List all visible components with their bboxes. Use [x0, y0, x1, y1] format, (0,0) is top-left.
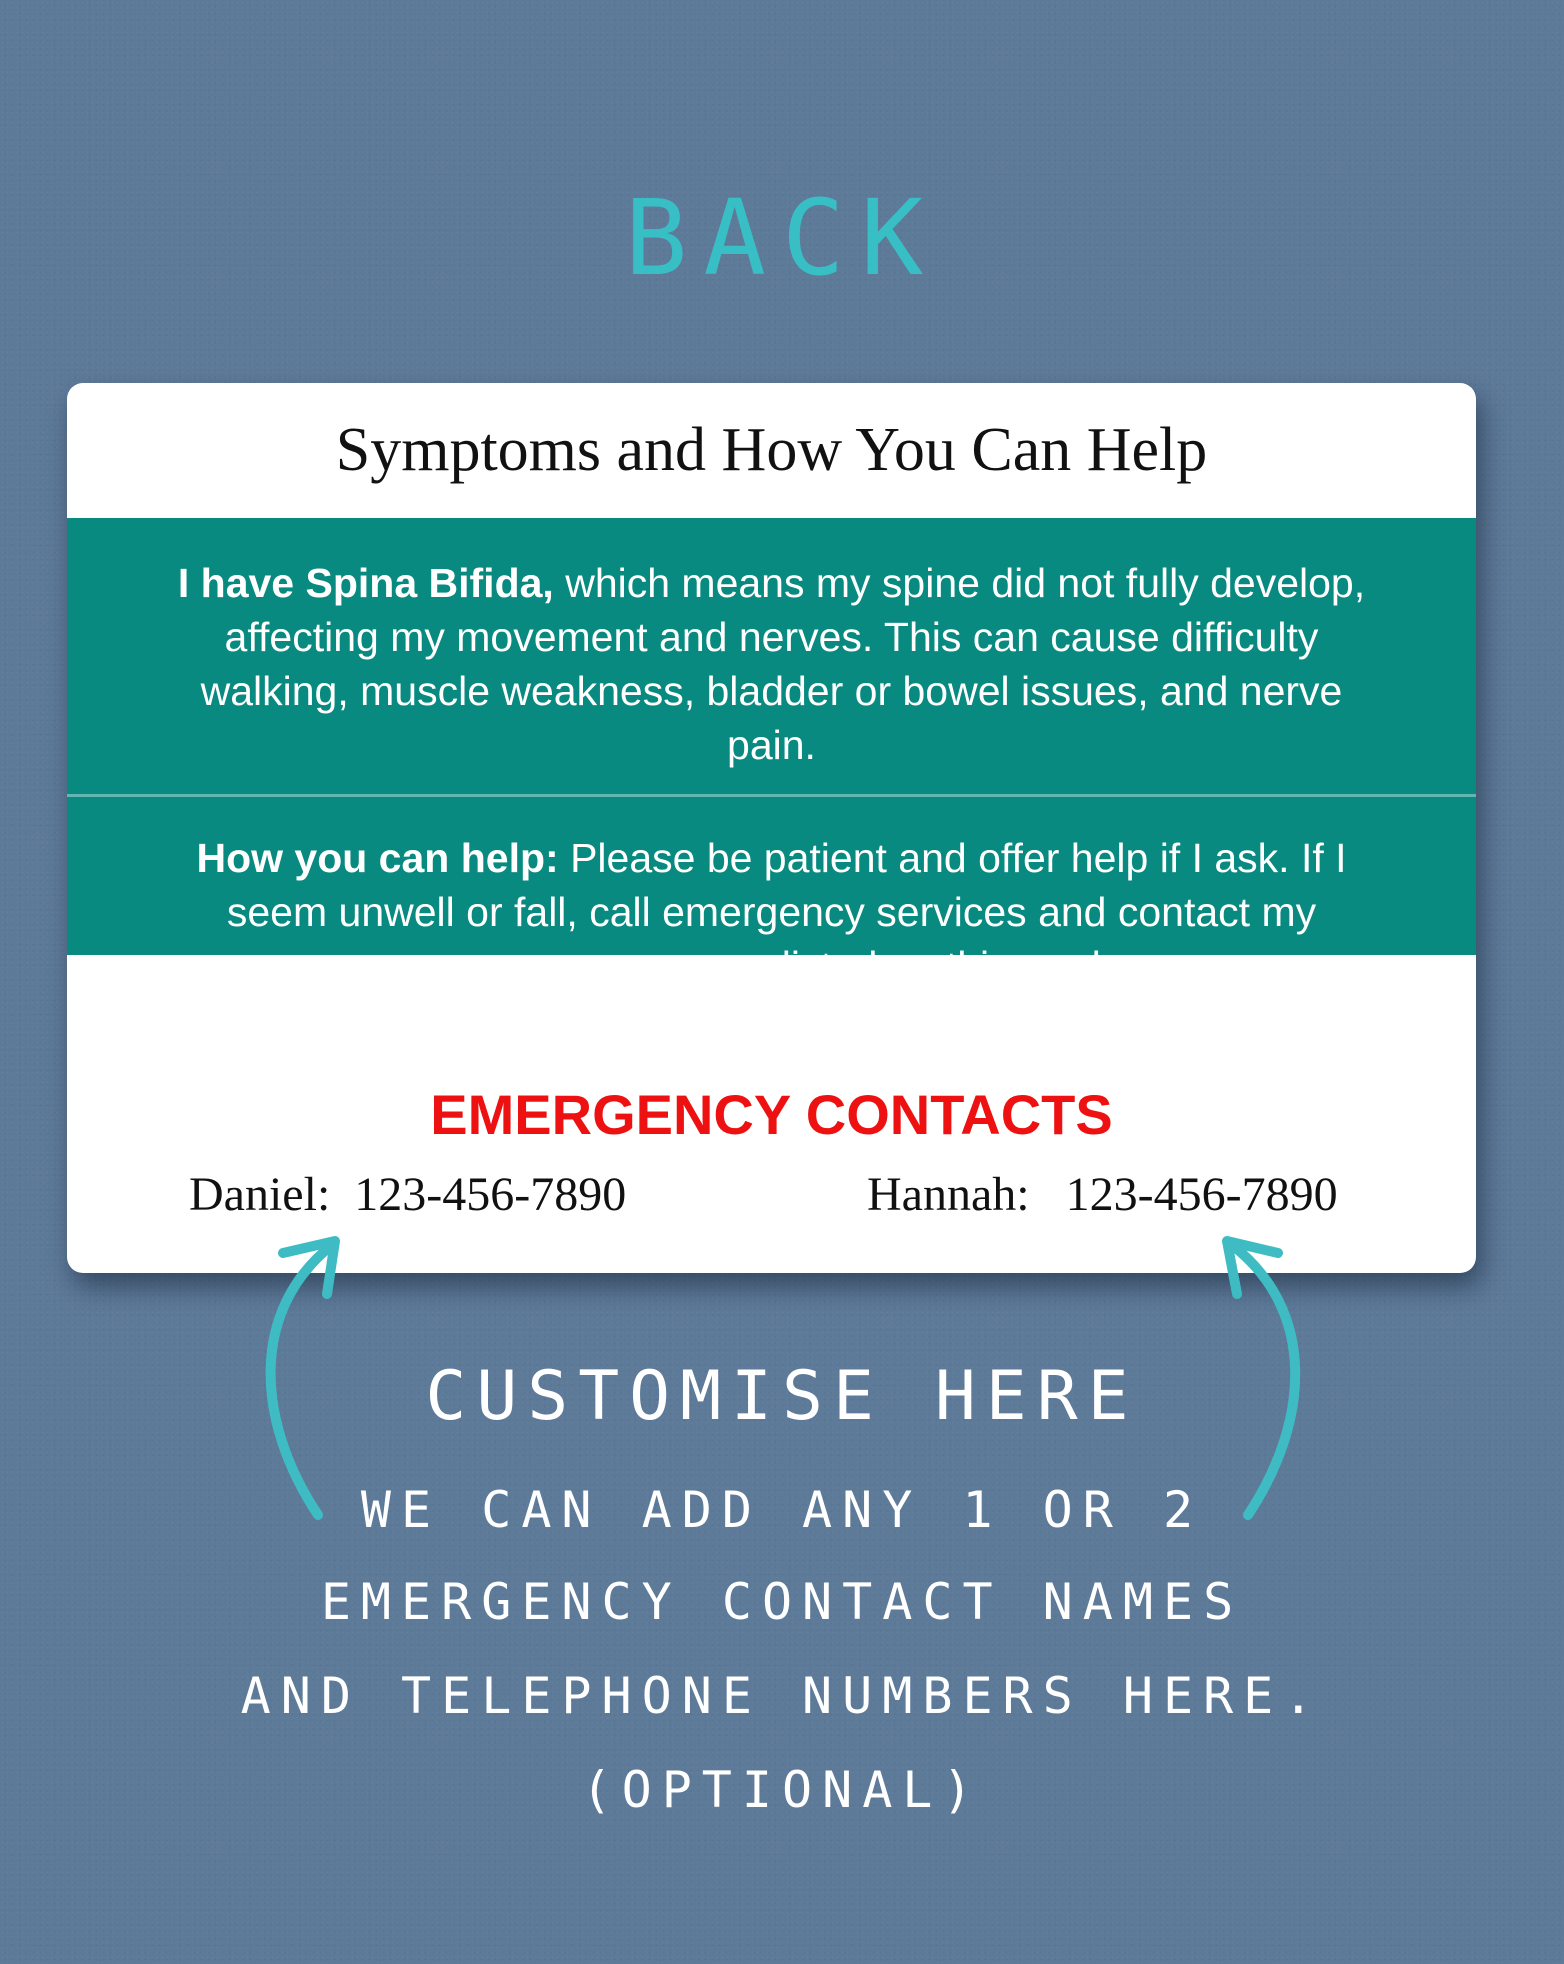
condition-text: which means my spine did not fully develop, affecting my movement and nerves. This can cause difficulty walking, muscle weakness, bladder or bowel issues, and nerve pain. — [200, 560, 1366, 768]
card-title: Symptoms and How You Can Help — [335, 416, 1208, 484]
customise-note-line: AND TELEPHONE NUMBERS HERE. — [240, 1667, 1324, 1725]
thank-you-text: THANK YOU! — [643, 997, 900, 1043]
help-text: Please be patient and offer help if I ask. If I seem unwell or fall, call emergency services and contact my emergency person listed on this card. — [226, 835, 1347, 989]
info-panel — [67, 518, 1476, 1043]
customise-note-line: EMERGENCY CONTACT NAMES — [320, 1573, 1244, 1631]
contact-entry: Hannah: 123-456-7890 — [867, 1168, 1338, 1221]
back-heading: BACK — [624, 177, 940, 299]
condition-bold: I have Spina Bifida, — [177, 560, 554, 606]
help-paragraph — [177, 831, 1366, 1047]
panel-divider — [67, 794, 1476, 797]
condition-paragraph — [177, 556, 1366, 772]
emergency-contacts-title: EMERGENCY CONTACTS — [430, 1083, 1113, 1146]
customise-heading: CUSTOMISE HERE — [425, 1357, 1139, 1436]
customise-note-line: WE CAN ADD ANY 1 OR 2 — [360, 1481, 1204, 1539]
medical-card — [67, 383, 1476, 1273]
help-bold: How you can help: — [196, 835, 559, 881]
customise-note-line: (OPTIONAL) — [581, 1761, 983, 1819]
contact-entry: Daniel: 123-456-7890 — [189, 1168, 627, 1221]
